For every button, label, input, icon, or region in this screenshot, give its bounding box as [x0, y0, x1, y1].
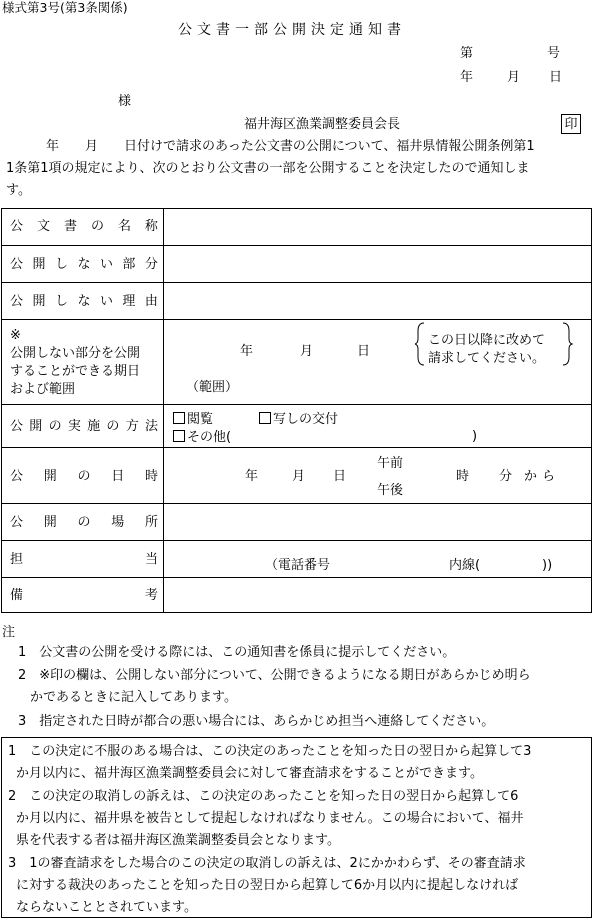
form-label: 様式第3号(第3条関係): [2, 0, 128, 15]
period-label-line-1: 公開しない部分を公開: [10, 346, 141, 361]
label-char: 開: [32, 257, 46, 272]
date-year-label: 年: [460, 70, 474, 85]
person-close: )): [542, 558, 553, 573]
label-char: 公: [10, 294, 24, 309]
label-char: 実: [67, 419, 81, 434]
person-extension: 内線(: [449, 558, 481, 573]
label-char: し: [54, 294, 68, 309]
date-day-label: 日: [549, 70, 563, 85]
label-char: 法: [144, 419, 158, 434]
label-char: 理: [122, 294, 136, 309]
label-char: 開: [32, 294, 46, 309]
table-row-undisclosed-part: [2, 245, 591, 283]
label-char: い: [99, 257, 113, 272]
method-option-view: 閲覧: [173, 412, 213, 426]
appeal-instructions-box: [1, 737, 592, 918]
label-char: い: [99, 294, 113, 309]
note-item-2-line-1: 2 ※印の欄は、公開しない部分について、公開できるようになる期日があらかじめ明ら: [18, 668, 531, 683]
method-option-copy: 写しの交付: [259, 412, 338, 426]
label-char: 公: [10, 469, 24, 484]
row-label-place: [10, 516, 158, 529]
label-char: 公: [10, 515, 24, 530]
label-char: の: [106, 419, 120, 434]
method-option-other: その他(: [173, 430, 231, 444]
label-char: な: [77, 257, 91, 272]
label-char: 備: [10, 588, 24, 603]
table-row-method: [2, 404, 591, 448]
method-other-close: ): [472, 429, 478, 444]
body-line-3: す。: [6, 183, 31, 198]
row-label-disclosure-period: [10, 327, 140, 399]
body-line-2: 1条第1項の規定により、次のとおり公文書の一部を公開することを決定したので通知しま: [6, 161, 530, 176]
instruction-1-line-2: か月以内に、福井海区漁業調整委員会に対して審査請求をすることができます。: [16, 766, 483, 781]
label-char: 書: [63, 219, 77, 234]
note-item-2-line-2: かであるときに記入してあります。: [30, 690, 237, 705]
period-range: （範囲）: [186, 380, 239, 395]
label-char: 所: [144, 515, 158, 530]
row-label-datetime: [10, 470, 158, 483]
datetime-year: 年: [245, 469, 259, 484]
datetime-day: 日: [333, 469, 347, 484]
row-label-person: [10, 553, 158, 566]
table-row-place: [2, 503, 591, 541]
datetime-minute: 分: [499, 469, 513, 484]
period-label-line-2: することができる期日: [10, 364, 141, 379]
label-char: の: [77, 469, 91, 484]
checkbox-copy[interactable]: [259, 412, 271, 424]
label-char: 場: [111, 515, 125, 530]
row-label-name: [10, 220, 158, 233]
number-suffix: 号: [547, 46, 561, 61]
note-item-1: 1 公文書の公開を受ける際には、この通知書を係員に提示してください。: [18, 645, 456, 660]
seal-mark: 印: [561, 114, 581, 134]
period-year: 年: [240, 344, 254, 359]
instruction-2-line-1: 2 この決定の取消しの訴えは、この決定のあったことを知った日の翌日から起算して6: [8, 789, 519, 804]
period-label-line-3: および範囲: [10, 382, 76, 397]
note-item-3: 3 指定された日時が都合の悪い場合には、あらかじめ担当へ連絡してください。: [18, 714, 495, 729]
checkbox-other[interactable]: [173, 430, 185, 442]
label-char: 部: [122, 257, 136, 272]
label-char: 開: [43, 515, 57, 530]
document-title: 公文書一部公開決定通知書: [178, 22, 406, 38]
table-row-datetime: [2, 447, 591, 504]
table-row-remarks: [2, 577, 591, 614]
number-prefix: 第: [460, 46, 474, 61]
label-char: の: [90, 219, 104, 234]
table-row-name: [2, 209, 591, 245]
datetime-month: 月: [292, 469, 306, 484]
label-char: 公: [10, 419, 24, 434]
row-label-remarks: [10, 589, 158, 602]
datetime-am: 午前: [377, 456, 404, 471]
date-month-label: 月: [507, 70, 521, 85]
label-char: 開: [43, 469, 57, 484]
instruction-2-line-2: か月以内に、福井県を被告として提起しなければなりません。この場合において、福井: [16, 811, 524, 826]
label-char: な: [77, 294, 91, 309]
label-char: 分: [144, 257, 158, 272]
label-char: の: [77, 515, 91, 530]
label-char: 方: [125, 419, 139, 434]
period-note-brackets: [415, 321, 575, 367]
datetime-pm: 午後: [377, 483, 404, 498]
datetime-hour: 時: [456, 469, 470, 484]
checkbox-view[interactable]: [173, 412, 185, 424]
instruction-1-line-1: 1 この決定に不服のある場合は、この決定のあったことを知った日の翌日から起算して3: [8, 744, 532, 759]
instruction-3-line-2: に対する裁決のあったことを知った日の翌日から起算して6か月以内に提起しなければ: [16, 878, 519, 893]
label-char: 担: [10, 552, 24, 567]
period-mark: ※: [10, 328, 21, 343]
person-phone: （電話番号: [265, 558, 331, 573]
issuer-name: 福井海区漁業調整委員会長: [244, 117, 401, 132]
label-char: 公: [10, 219, 24, 234]
table-row-undisclosed-reason: [2, 282, 591, 320]
label-char: 公: [10, 257, 24, 272]
period-day: 日: [357, 344, 371, 359]
label-char: 由: [144, 294, 158, 309]
label-char: 名: [117, 219, 131, 234]
datetime-from: から: [524, 469, 561, 484]
label-char: 文: [36, 219, 50, 234]
row-label-undisclosed-part: [10, 258, 158, 271]
decision-table: [1, 208, 592, 613]
label-char: し: [54, 257, 68, 272]
instruction-3-line-1: 3 1の審査請求をした場合のこの決定の取消しの訴えは、2にかかわらず、その審査請求: [8, 856, 526, 871]
label-char: 考: [144, 588, 158, 603]
label-char: 当: [144, 552, 158, 567]
label-char: の: [48, 419, 62, 434]
row-label-method: [10, 420, 158, 433]
addressee-suffix: 様: [118, 94, 132, 109]
label-char: 時: [144, 469, 158, 484]
label-char: 開: [29, 419, 43, 434]
label-char: 施: [87, 419, 101, 434]
label-char: 日: [111, 469, 125, 484]
body-line-1: 年 月 日付けで請求のあった公文書の公開について、福井県情報公開条例第1: [46, 139, 535, 154]
instruction-3-line-3: ならないこととされています。: [16, 900, 197, 915]
notes-heading: 注: [2, 625, 16, 640]
period-note-line-1: この日以降に改めて: [428, 333, 546, 348]
instruction-2-line-3: 県を代表する者は福井海区漁業調整委員会となります。: [16, 833, 340, 848]
notification-body: [6, 136, 590, 202]
period-month: 月: [300, 344, 314, 359]
table-row-person: [2, 540, 591, 578]
period-note-line-2: 請求してください。: [428, 351, 546, 366]
label-char: 称: [144, 219, 158, 234]
row-label-undisclosed-reason: [10, 295, 158, 308]
